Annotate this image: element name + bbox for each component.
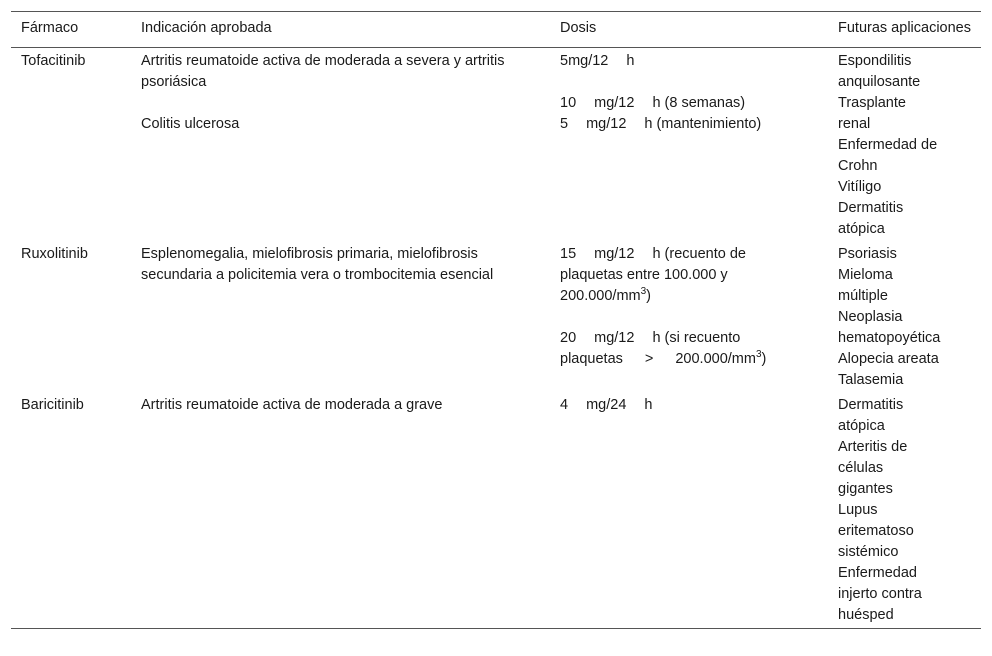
dose-unit: mg/12 <box>586 116 627 132</box>
dose-line <box>560 93 818 114</box>
table-row <box>11 393 981 629</box>
jak-inhibitors-table <box>11 11 981 629</box>
dose-number: 4 <box>560 397 569 413</box>
jak-inhibitors-table-container <box>11 11 981 629</box>
dose-unit: mg/24 <box>586 397 627 413</box>
future-line: Dermatitis <box>838 397 904 413</box>
spacer <box>141 93 540 114</box>
future-line: Psoriasis <box>838 246 897 262</box>
future-line: Trasplante <box>838 95 906 111</box>
header-drug: Fármaco <box>21 20 79 36</box>
indication-cell: Artritis reumatoide activa de moderada a grave <box>141 397 443 413</box>
dose-detail: ) <box>761 351 767 367</box>
future-line: eritematoso <box>838 523 914 539</box>
indication-text: Artritis reumatoide activa de moderada a severa y artritis psoriásica <box>141 53 505 90</box>
spacer <box>560 72 818 93</box>
future-line: atópica <box>838 418 885 434</box>
dose-detail: ) <box>646 288 652 304</box>
dose-line <box>560 286 818 307</box>
header-row <box>11 12 981 48</box>
future-line: injerto contra <box>838 586 922 602</box>
future-line: Neoplasia <box>838 309 903 325</box>
future-cell <box>828 242 981 393</box>
table-row <box>11 242 981 393</box>
dose-unit: h <box>626 53 635 69</box>
dose-unit: mg/12 <box>594 246 635 262</box>
dose-unit: mg/12 <box>594 95 635 111</box>
future-cell <box>828 393 981 629</box>
dose-line <box>560 51 818 72</box>
table-row <box>11 48 981 243</box>
dose-line <box>560 244 818 265</box>
drug-cell: Baricitinib <box>21 397 84 413</box>
indication-cell: Esplenomegalia, mielofibrosis primaria, mielofibrosis secundaria a policitemia vera o trombocitemia esencial <box>141 246 494 283</box>
header-dose: Dosis <box>560 20 597 36</box>
future-line: Espondilitis <box>838 53 912 69</box>
drug-cell: Tofacitinib <box>21 53 86 69</box>
dose-number: 5 <box>560 116 569 132</box>
future-cell <box>828 48 981 243</box>
header-future: Futuras aplicaciones <box>838 20 971 36</box>
dose-line: plaquetas entre 100.000 y <box>560 267 728 283</box>
future-line: gigantes <box>838 481 893 497</box>
future-line: células <box>838 460 884 476</box>
dose-detail: h <box>644 397 653 413</box>
dose-number: 15 <box>560 246 577 262</box>
dose-detail: h (mantenimiento) <box>644 116 762 132</box>
future-line: huésped <box>838 607 894 623</box>
dose-unit: mg/12 <box>594 330 635 346</box>
future-line: Arteritis de <box>838 439 908 455</box>
dose-detail: 200.000/mm <box>560 288 641 304</box>
future-line: Crohn <box>838 158 878 174</box>
dose-line <box>560 395 818 416</box>
future-line: Vitíligo <box>838 179 882 195</box>
future-line: Lupus <box>838 502 878 518</box>
dose-detail: h (8 semanas) <box>652 95 746 111</box>
table-body <box>11 48 981 629</box>
dose-detail: h (si recuento <box>652 330 741 346</box>
dose-cell <box>550 393 828 629</box>
superscript: 3 <box>755 349 762 361</box>
dose-detail: plaquetas <box>560 351 623 367</box>
dose-line <box>560 349 818 370</box>
dose-number: 20 <box>560 330 577 346</box>
dose-detail: > <box>644 351 654 367</box>
future-line: sistémico <box>838 544 899 560</box>
future-line: Dermatitis <box>838 200 904 216</box>
future-line: anquilosante <box>838 74 921 90</box>
dose-detail: h (recuento de <box>652 246 746 262</box>
indication-cell <box>131 48 550 243</box>
dose-number: 10 <box>560 95 577 111</box>
indication-text: Colitis ulcerosa <box>141 116 240 132</box>
table-header <box>11 12 981 48</box>
dose-line <box>560 114 818 135</box>
future-line: Talasemia <box>838 372 904 388</box>
future-line: hematopoyética <box>838 330 941 346</box>
future-line: Enfermedad <box>838 565 917 581</box>
future-line: atópica <box>838 221 885 237</box>
header-indication: Indicación aprobada <box>141 20 272 36</box>
spacer <box>560 307 818 328</box>
future-line: Alopecia areata <box>838 351 939 367</box>
future-line: renal <box>838 116 871 132</box>
dose-detail: 200.000/mm <box>675 351 756 367</box>
drug-cell: Ruxolitinib <box>21 246 88 262</box>
dose-cell <box>550 242 828 393</box>
future-line: múltiple <box>838 288 888 304</box>
dose-cell <box>550 48 828 243</box>
dose-value: 5mg/12 <box>560 53 609 69</box>
future-line: Enfermedad de <box>838 137 938 153</box>
superscript: 3 <box>640 286 647 298</box>
future-line: Mieloma <box>838 267 893 283</box>
dose-line <box>560 328 818 349</box>
